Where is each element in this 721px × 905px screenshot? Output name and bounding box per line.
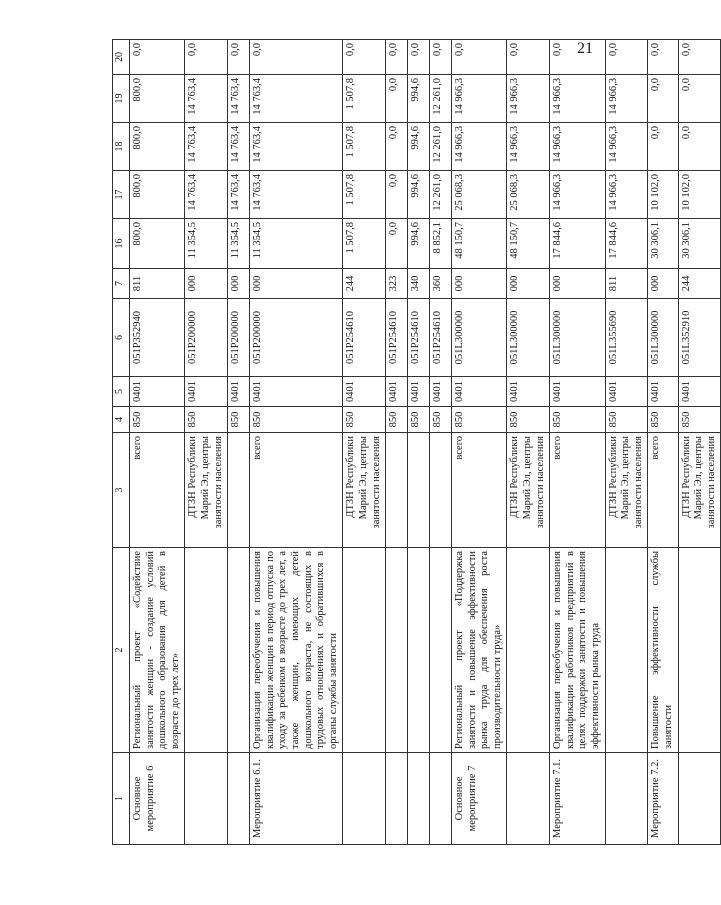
executor: всего	[250, 433, 343, 548]
code-type: 000	[550, 269, 605, 299]
value-16: 48 150,7	[507, 219, 550, 269]
code-type: 000	[228, 269, 250, 299]
measure-name: Основное мероприятие 7	[452, 753, 507, 845]
value-18: 12 261,0	[430, 123, 452, 171]
code-section: 0401	[678, 377, 721, 407]
value-17: 10 102,0	[648, 171, 678, 219]
value-19: 0,0	[386, 75, 408, 123]
value-18: 14 763,4	[250, 123, 343, 171]
value-16: 8 852,1	[430, 219, 452, 269]
value-19: 0,0	[648, 75, 678, 123]
code-type: 244	[343, 269, 386, 299]
code-section: 0401	[343, 377, 386, 407]
code-type: 000	[185, 269, 228, 299]
value-16: 800,0	[130, 219, 185, 269]
measure-name	[408, 753, 430, 845]
value-19: 14 763,4	[228, 75, 250, 123]
header-cell: 17	[113, 171, 130, 219]
value-16: 17 844,6	[605, 219, 648, 269]
value-19: 14 966,3	[605, 75, 648, 123]
value-16: 11 354,5	[250, 219, 343, 269]
code-grbs: 850	[605, 407, 648, 433]
value-18: 1 507,8	[343, 123, 386, 171]
measure-description	[408, 548, 430, 753]
value-19: 800,0	[130, 75, 185, 123]
header-row	[113, 40, 130, 845]
code-grbs: 850	[250, 407, 343, 433]
value-20: 0,0	[430, 40, 452, 75]
value-18: 14 763,4	[185, 123, 228, 171]
value-17: 994,6	[408, 171, 430, 219]
header-cell: 18	[113, 123, 130, 171]
executor: ДТЗН Республики Марий Эл, центры занятости населения	[343, 433, 386, 548]
code-type: 811	[130, 269, 185, 299]
measure-name	[678, 753, 721, 845]
measure-name: Мероприятие 7.2.	[648, 753, 678, 845]
table-row	[605, 40, 648, 845]
code-target: 051L300000	[507, 299, 550, 377]
measure-description	[507, 548, 550, 753]
table-row	[507, 40, 550, 845]
page-number: 21	[577, 40, 593, 57]
header-cell: 4	[113, 407, 130, 433]
code-section: 0401	[386, 377, 408, 407]
measure-description: Региональный проект «Поддержка занятости и повышение эффективности рынка труда для обеспечения роста производительности труда»	[452, 548, 507, 753]
code-target: 051P254610	[386, 299, 408, 377]
value-17: 25 068,3	[452, 171, 507, 219]
executor: ДТЗН Республики Марий Эл, центры занятости населения	[185, 433, 228, 548]
code-section: 0401	[507, 377, 550, 407]
code-section: 0401	[648, 377, 678, 407]
executor: ДТЗН Республики Марий Эл, центры занятости населения	[678, 433, 721, 548]
code-target: 051L355690	[605, 299, 648, 377]
value-20: 0,0	[678, 40, 721, 75]
code-section: 0401	[228, 377, 250, 407]
value-19: 14 763,4	[185, 75, 228, 123]
code-type: 340	[408, 269, 430, 299]
value-18: 14 763,4	[228, 123, 250, 171]
value-20: 0,0	[185, 40, 228, 75]
table-row	[648, 40, 678, 845]
code-type: 244	[678, 269, 721, 299]
code-grbs: 850	[550, 407, 605, 433]
value-19: 0,0	[678, 75, 721, 123]
header-cell: 20	[113, 40, 130, 75]
executor: ДТЗН Республики Марий Эл, центры занятости населения	[605, 433, 648, 548]
code-grbs: 850	[408, 407, 430, 433]
value-20: 0,0	[648, 40, 678, 75]
measure-description: Организация переобучения и повышения квалификации женщин в период отпуска по уходу за ребенком в возрасте до трех лет, а также женщин, имеющих детей дошкольного возраста, не состоящих в трудовых отношениях и обратившихся в органы службы занятости	[250, 548, 343, 753]
code-grbs: 850	[507, 407, 550, 433]
header-cell: 1	[113, 753, 130, 845]
budget-table	[112, 39, 721, 845]
code-grbs: 850	[430, 407, 452, 433]
measure-name	[185, 753, 228, 845]
table-row	[452, 40, 507, 845]
code-type: 000	[648, 269, 678, 299]
code-type: 360	[430, 269, 452, 299]
code-target: 051L300000	[648, 299, 678, 377]
value-20: 0,0	[408, 40, 430, 75]
value-16: 17 844,6	[550, 219, 605, 269]
table-row	[343, 40, 386, 845]
value-16: 48 150,7	[452, 219, 507, 269]
rotated-table-container	[112, 40, 717, 845]
value-19: 994,6	[408, 75, 430, 123]
code-target: 051P254610	[408, 299, 430, 377]
header-cell: 3	[113, 433, 130, 548]
measure-description: Региональный проект «Содействие занятости женщин - создание условий дошкольного образования для детей в возрасте до трех лет»	[130, 548, 185, 753]
code-type: 000	[507, 269, 550, 299]
measure-description	[185, 548, 228, 753]
value-20: 0,0	[386, 40, 408, 75]
value-19: 12 261,0	[430, 75, 452, 123]
value-18: 0,0	[678, 123, 721, 171]
value-16: 11 354,5	[185, 219, 228, 269]
code-target: 051P200000	[185, 299, 228, 377]
measure-name	[343, 753, 386, 845]
code-target: 051P200000	[228, 299, 250, 377]
table-row	[678, 40, 721, 845]
value-16: 30 306,1	[678, 219, 721, 269]
header-cell: 6	[113, 299, 130, 377]
executor: всего	[648, 433, 678, 548]
measure-description	[343, 548, 386, 753]
measure-description: Организация переобучения и повышения квалификации работников предприятий в целях поддержки занятости и повышения эффективности рынка труда	[550, 548, 605, 753]
value-18: 0,0	[648, 123, 678, 171]
value-18: 14 966,3	[507, 123, 550, 171]
executor	[386, 433, 408, 548]
code-target: 051P254610	[430, 299, 452, 377]
code-target: 051P352940	[130, 299, 185, 377]
table-row	[386, 40, 408, 845]
value-20: 0,0	[228, 40, 250, 75]
code-section: 0401	[605, 377, 648, 407]
code-section: 0401	[452, 377, 507, 407]
value-20: 0,0	[605, 40, 648, 75]
value-17: 12 261,0	[430, 171, 452, 219]
table-row	[130, 40, 185, 845]
value-18: 994,6	[408, 123, 430, 171]
code-target: 051L352910	[678, 299, 721, 377]
value-16: 11 354,5	[228, 219, 250, 269]
code-grbs: 850	[343, 407, 386, 433]
executor: ДТЗН Республики Марий Эл, центры занятости населения	[507, 433, 550, 548]
code-grbs: 850	[228, 407, 250, 433]
value-18: 14 966,3	[550, 123, 605, 171]
measure-name	[430, 753, 452, 845]
table-row	[185, 40, 228, 845]
code-section: 0401	[430, 377, 452, 407]
value-17: 14 966,3	[605, 171, 648, 219]
code-target: 051L300000	[452, 299, 507, 377]
measure-description	[228, 548, 250, 753]
value-17: 14 763,4	[250, 171, 343, 219]
value-20: 0,0	[343, 40, 386, 75]
code-type: 323	[386, 269, 408, 299]
code-target: 051P200000	[250, 299, 343, 377]
value-19: 1 507,8	[343, 75, 386, 123]
measure-name	[386, 753, 408, 845]
executor	[408, 433, 430, 548]
value-20: 0,0	[250, 40, 343, 75]
table-row	[550, 40, 605, 845]
value-16: 1 507,8	[343, 219, 386, 269]
code-grbs: 850	[386, 407, 408, 433]
code-grbs: 850	[130, 407, 185, 433]
value-18: 14 966,3	[452, 123, 507, 171]
measure-name: Основное мероприятие 6	[130, 753, 185, 845]
value-17: 0,0	[386, 171, 408, 219]
measure-name: Мероприятие 6.1.	[250, 753, 343, 845]
code-section: 0401	[408, 377, 430, 407]
measure-name	[507, 753, 550, 845]
table-row	[430, 40, 452, 845]
table-row	[250, 40, 343, 845]
code-section: 0401	[185, 377, 228, 407]
code-type: 000	[250, 269, 343, 299]
measure-name: Мероприятие 7.1.	[550, 753, 605, 845]
value-19: 14 966,3	[507, 75, 550, 123]
measure-description: Повышение эффективности службы занятости	[648, 548, 678, 753]
value-17: 14 966,3	[550, 171, 605, 219]
measure-description	[605, 548, 648, 753]
header-cell: 7	[113, 269, 130, 299]
value-20: 0,0	[130, 40, 185, 75]
value-17: 14 763,4	[185, 171, 228, 219]
executor: всего	[550, 433, 605, 548]
code-section: 0401	[250, 377, 343, 407]
executor: всего	[452, 433, 507, 548]
header-cell: 16	[113, 219, 130, 269]
header-cell: 19	[113, 75, 130, 123]
value-20: 0,0	[452, 40, 507, 75]
value-18: 14 966,3	[605, 123, 648, 171]
value-19: 14 763,4	[250, 75, 343, 123]
table-row	[228, 40, 250, 845]
code-section: 0401	[130, 377, 185, 407]
executor: всего	[130, 433, 185, 548]
value-20: 0,0	[507, 40, 550, 75]
value-17: 10 102,0	[678, 171, 721, 219]
code-type: 811	[605, 269, 648, 299]
executor	[430, 433, 452, 548]
value-19: 14 966,3	[452, 75, 507, 123]
code-grbs: 850	[648, 407, 678, 433]
measure-description	[386, 548, 408, 753]
header-cell: 2	[113, 548, 130, 753]
value-17: 25 068,3	[507, 171, 550, 219]
code-grbs: 850	[678, 407, 721, 433]
value-18: 800,0	[130, 123, 185, 171]
value-16: 994,6	[408, 219, 430, 269]
value-17: 14 763,4	[228, 171, 250, 219]
executor	[228, 433, 250, 548]
table-row	[408, 40, 430, 845]
value-16: 30 306,1	[648, 219, 678, 269]
measure-description	[678, 548, 721, 753]
code-target: 051P254610	[343, 299, 386, 377]
measure-name	[605, 753, 648, 845]
measure-name	[228, 753, 250, 845]
measure-description	[430, 548, 452, 753]
value-16: 0,0	[386, 219, 408, 269]
code-section: 0401	[550, 377, 605, 407]
value-18: 0,0	[386, 123, 408, 171]
value-17: 1 507,8	[343, 171, 386, 219]
value-17: 800,0	[130, 171, 185, 219]
value-19: 14 966,3	[550, 75, 605, 123]
code-type: 000	[452, 269, 507, 299]
code-grbs: 850	[452, 407, 507, 433]
header-cell: 5	[113, 377, 130, 407]
code-grbs: 850	[185, 407, 228, 433]
value-20: 0,0	[550, 40, 605, 75]
code-target: 051L300000	[550, 299, 605, 377]
